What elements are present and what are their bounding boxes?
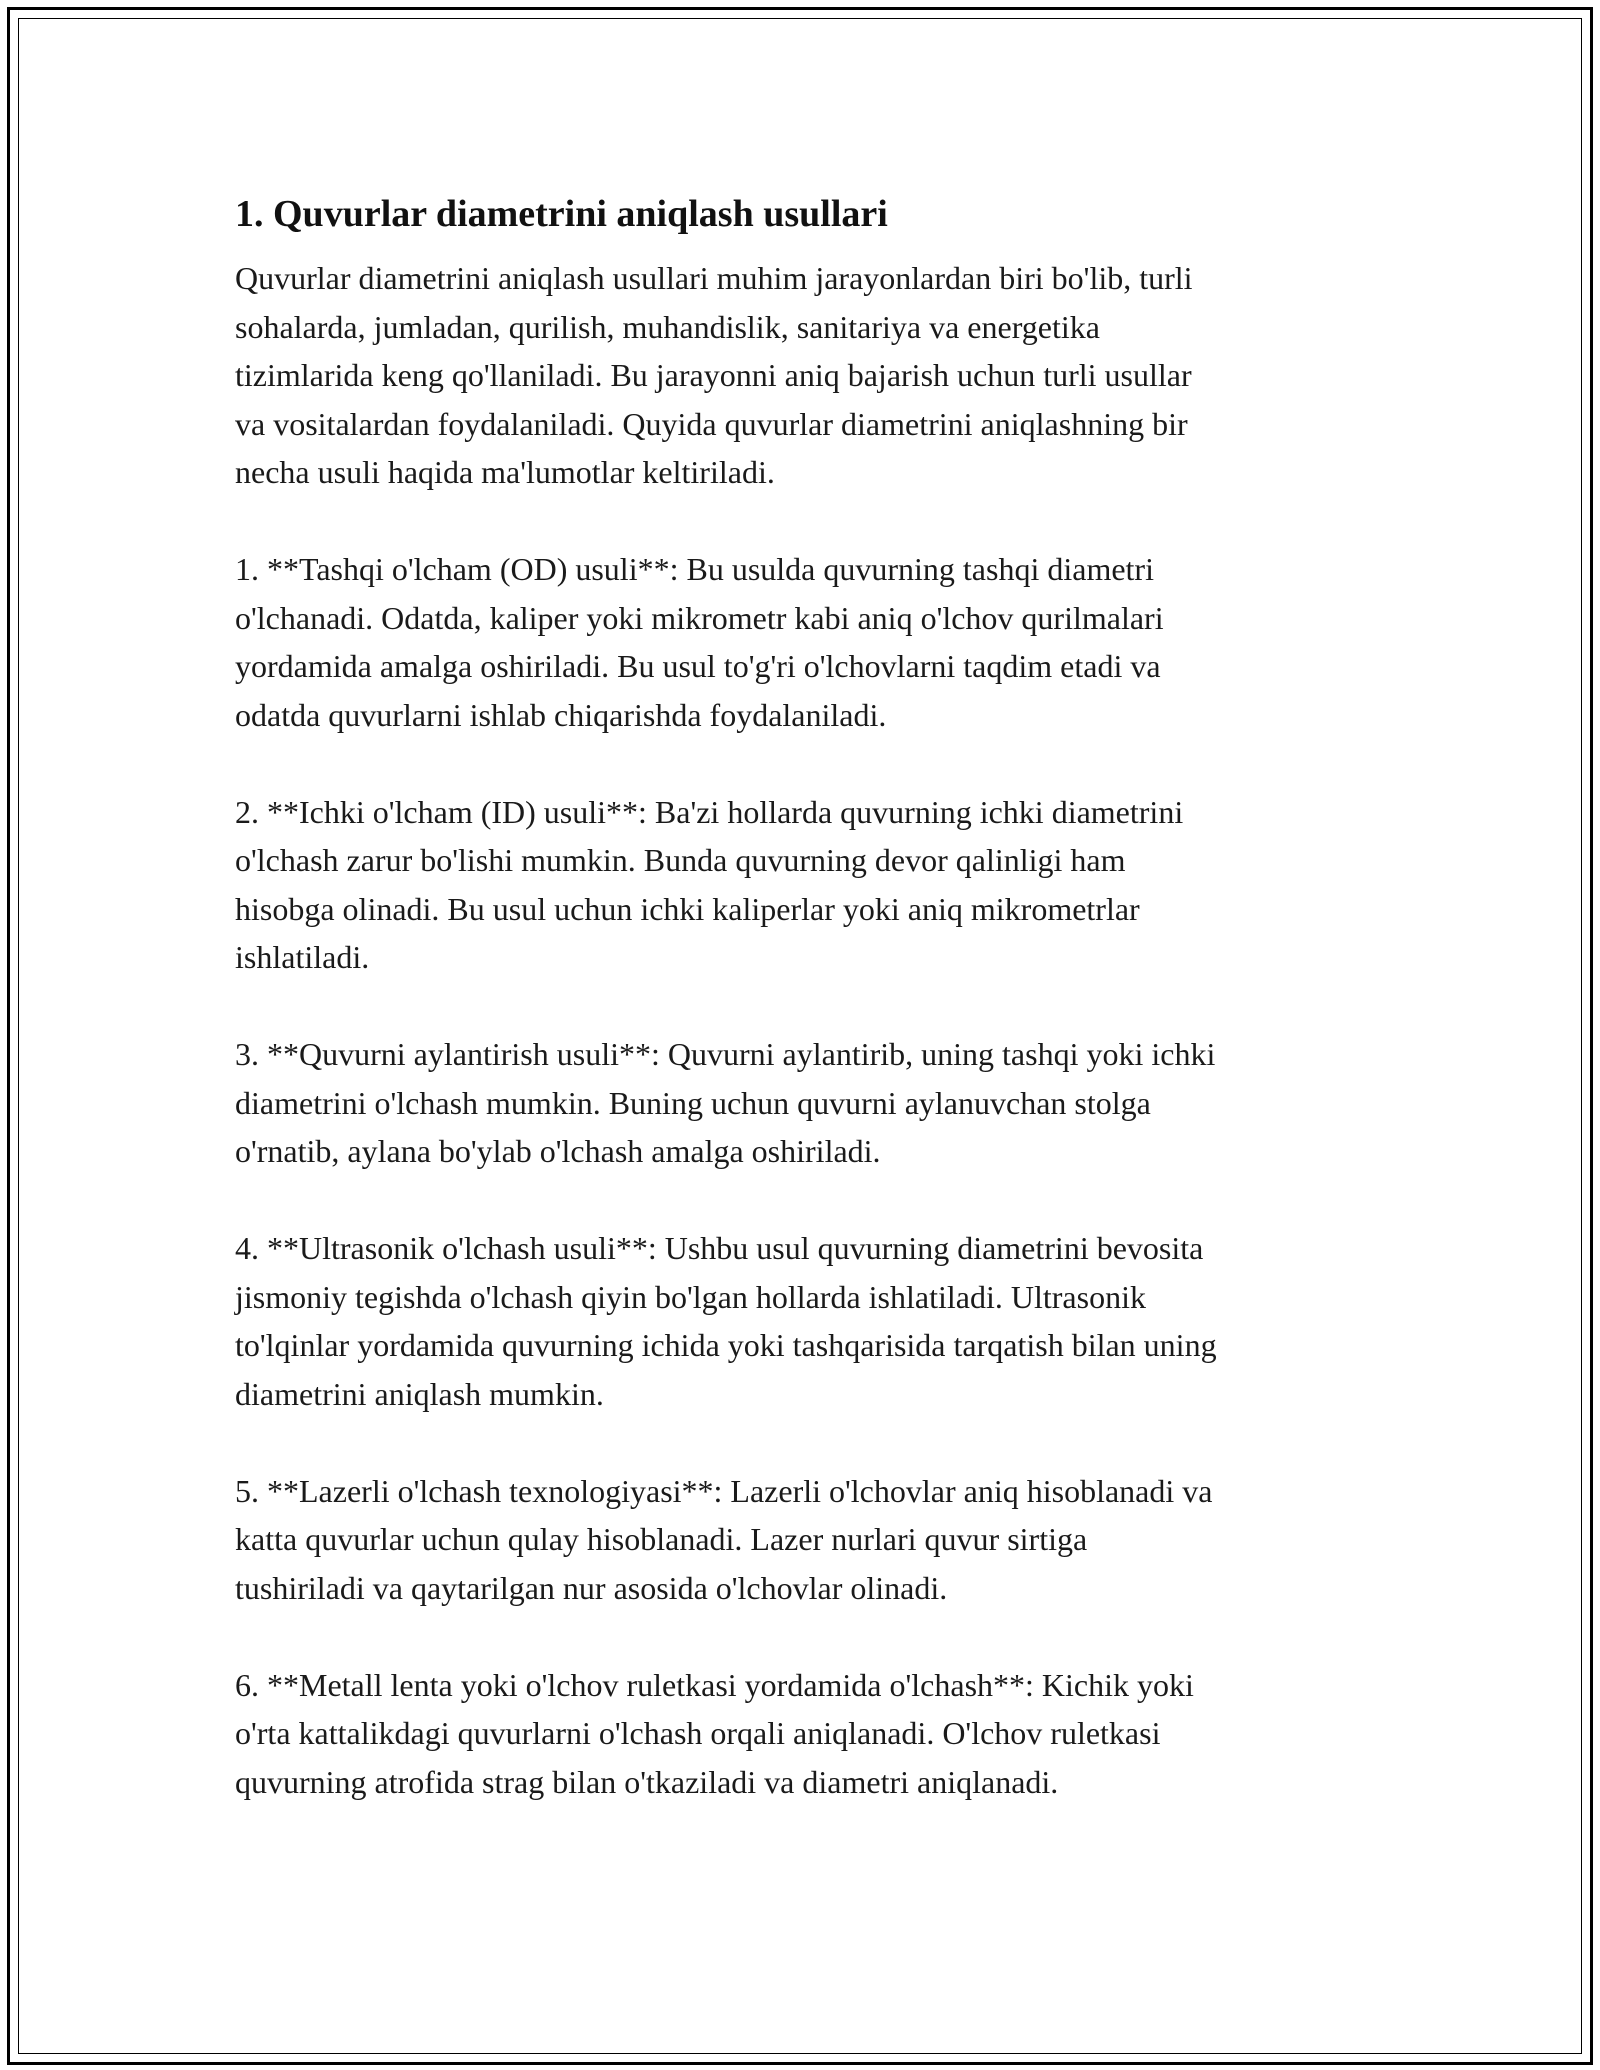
method-1-paragraph: 1. **Tashqi o'lcham (OD) usuli**: Bu usulda quvurning tashqi diametri o'lchanadi. Odatda, kaliper yoki mikrometr kabi aniq o'lchov qurilmalari yordamida amalga oshiriladi. Bu usul to'g'ri o'lchovlarni taqdim etadi va odatda quvurlarni ishlab chiqarishda foydalaniladi.: [235, 551, 1164, 733]
intro-paragraph: Quvurlar diametrini aniqlash usullari muhim jarayonlardan biri bo'lib, turli sohalarda, jumladan, qurilish, muhandislik, sanitariya va energetika tizimlarida keng qo'llaniladi. Bu jarayonni aniq bajarish uchun turli usullar va vositalardan foydalaniladi. Quyida quvurlar diametrini aniqlashning bir necha usuli haqida ma'lumotlar keltiriladi.: [235, 260, 1193, 490]
method-2-paragraph: 2. **Ichki o'lcham (ID) usuli**: Ba'zi hollarda quvurning ichki diametrini o'lchash zarur bo'lishi mumkin. Bunda quvurning devor qalinligi ham hisobga olinadi. Bu usul uchun ichki kaliperlar yoki aniq mikrometrlar ishlatiladi.: [235, 793, 1184, 975]
method-5-paragraph: 5. **Lazerli o'lchash texnologiyasi**: Lazerli o'lchovlar aniq hisoblanadi va katta quvurlar uchun qulay hisoblanadi. Lazer nurlari quvur sirtiga tushiriladi va qaytarilgan nur asosida o'lchovlar olinadi.: [235, 1472, 1213, 1606]
document-body: [235, 186, 1375, 1855]
document-title: 1. Quvurlar diametrini aniqlash usullari: [235, 193, 888, 235]
method-3-paragraph: 3. **Quvurni aylantirish usuli**: Quvurni aylantirib, uning tashqi yoki ichki diametrini o'lchash mumkin. Buning uchun quvurni aylanuvchan stolga o'rnatib, aylana bo'ylab o'lchash amalga oshiriladi.: [235, 1036, 1216, 1169]
method-6-paragraph: 6. **Metall lenta yoki o'lchov ruletkasi yordamida o'lchash**: Kichik yoki o'rta kattalikdagi quvurlarni o'lchash orqali aniqlanadi. O'lchov ruletkasi quvurning atrofida strag bilan o'tkaziladi va diametri aniqlanadi.: [235, 1666, 1194, 1800]
method-4-paragraph: 4. **Ultrasonik o'lchash usuli**: Ushbu usul quvurning diametrini bevosita jismoniy tegishda o'lchash qiyin bo'lgan hollarda ishlatiladi. Ultrasonik to'lqinlar yordamida quvurning ichida yoki tashqarisida tarqatish bilan uning diametrini aniqlash mumkin.: [235, 1230, 1217, 1412]
